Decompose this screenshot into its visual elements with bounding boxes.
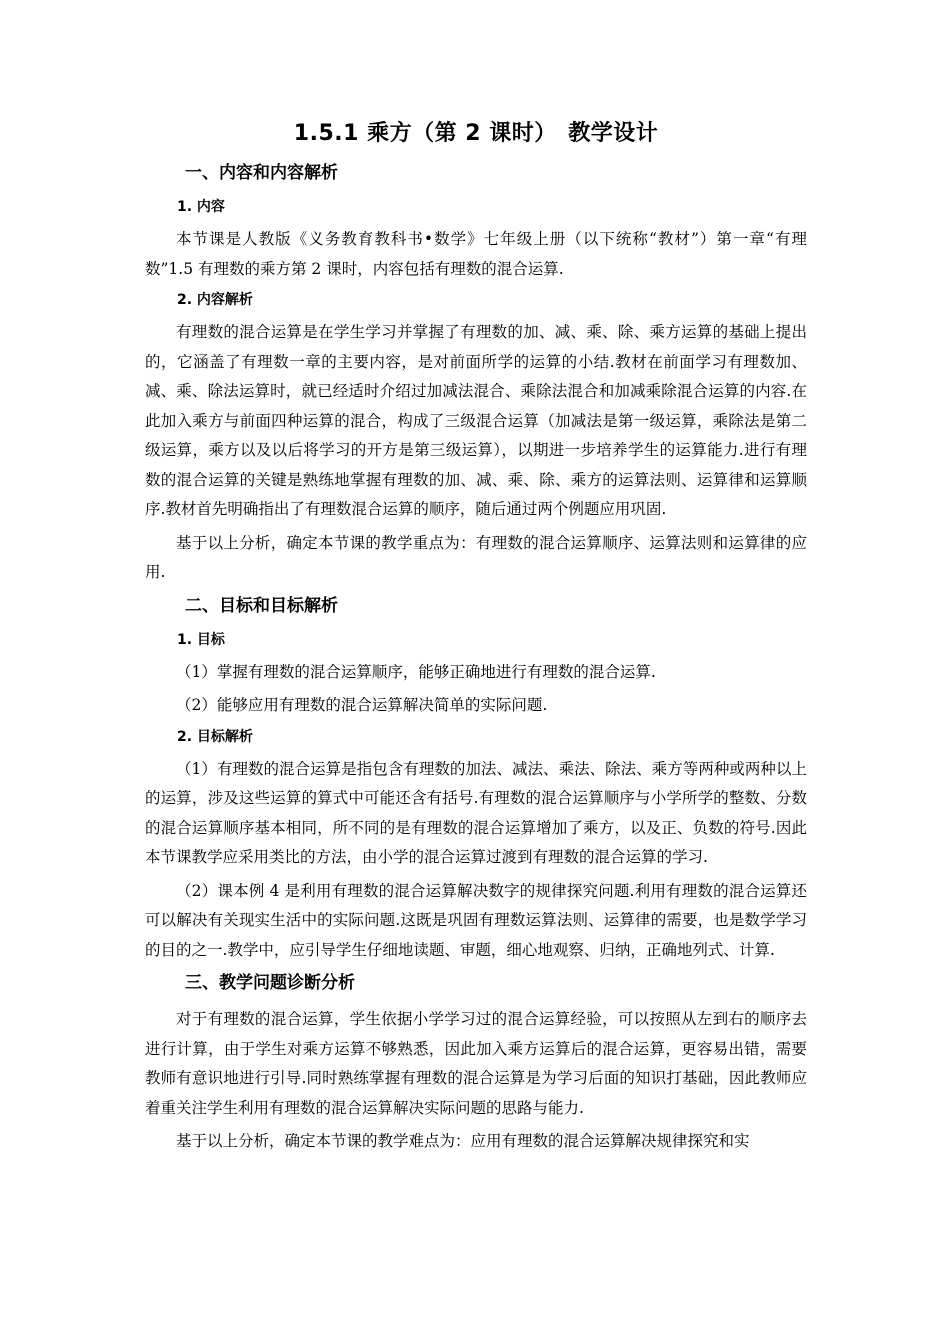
section-3-heading: 三、教学问题诊断分析 bbox=[185, 973, 355, 993]
section-1-paragraph-2: 有理数的混合运算是在学生学习并掌握了有理数的加、减、乘、除、乘方运算的基础上提出的，它涵盖了有理数一章的主要内容，是对前面所学的运算的小结.教材在前面学习有理数加、减、乘、除法运算时，就已经适时介绍过加减法混合、乘除法混合和加减乘除混合运算的内容.在此加入乘方与前面四种运算的混合，构成了三级混合运算（加减法是第一级运算，乘除法是第二级运算，乘方以及以后将学习的开方是第三级运算），以期进一步培养学生的运算能力.进行有理数的混合运算的关键是熟练地掌握有理数的加、减、乘、除、乘方的运算法则、运算律和运算顺序.教材首先明确指出了有理数混合运算的顺序，随后通过两个例题应用巩固. bbox=[145, 323, 807, 518]
section-2-sub-goal-analysis: 2. 目标解析 bbox=[177, 728, 253, 745]
section-1-sub-content: 1. 内容 bbox=[177, 199, 225, 215]
section-2-paragraph-1: （1）有理数的混合运算是指包含有理数的加法、减法、乘法、除法、乘方等两种或两种以上的运算，涉及这些运算的算式中可能还含有括号.有理数的混合运算顺序与小学所学的整数、分数的混合运算顺序基本相同，所不同的是有理数的混合运算增加了乘方，以及正、负数的符号.因此本节课教学应采用类比的方法，由小学的混合运算过渡到有理数的混合运算的学习. bbox=[145, 759, 807, 866]
goal-item-2: （2）能够应用有理数的混合运算解决简单的实际问题. bbox=[176, 696, 548, 714]
section-1-paragraph-1: 本节课是人教版《义务教育教科书•数学》七年级上册（以下统称“教材”）第一章“有理数”1.5 有理数的乘方第 2 课时，内容包括有理数的混合运算. bbox=[145, 230, 807, 278]
document-page bbox=[145, 112, 807, 1161]
section-2-paragraph-2: （2）课本例 4 是利用有理数的混合运算解决数字的规律探究问题.利用有理数的混合运算还可以解决有关现实生活中的实际问题.这既是巩固有理数运算法则、运算律的需要，也是数学学习的目的之一.教学中，应引导学生仔细地读题、审题，细心地观察、归纳，正确地列式、计算. bbox=[145, 881, 807, 959]
page-title: 1.5.1 乘方（第 2 课时） 教学设计 bbox=[293, 121, 659, 146]
section-1-paragraph-3: 基于以上分析，确定本节课的教学重点为：有理数的混合运算顺序、运算法则和运算律的应用. bbox=[145, 533, 807, 581]
section-1-heading: 一、内容和内容解析 bbox=[185, 163, 338, 183]
section-3-paragraph-2: 基于以上分析，确定本节课的教学难点为：应用有理数的混合运算解决规律探究和实 bbox=[176, 1132, 750, 1150]
section-2-heading: 二、目标和目标解析 bbox=[185, 595, 338, 616]
section-1-sub-analysis: 2. 内容解析 bbox=[177, 292, 253, 308]
goal-item-1: （1）掌握有理数的混合运算顺序，能够正确地进行有理数的混合运算. bbox=[176, 662, 656, 681]
section-2-sub-goals: 1. 目标 bbox=[177, 631, 225, 648]
section-3-paragraph-1: 对于有理数的混合运算，学生依据小学学习过的混合运算经验，可以按照从左到右的顺序去进行计算，由于学生对乘方运算不够熟悉，因此加入乘方运算后的混合运算，更容易出错，需要教师有意识地进行引导.同时熟练掌握有理数的混合运算是为学习后面的知识打基础，因此教师应着重关注学生利用有理数的混合运算解决实际问题的思路与能力. bbox=[145, 1010, 807, 1117]
